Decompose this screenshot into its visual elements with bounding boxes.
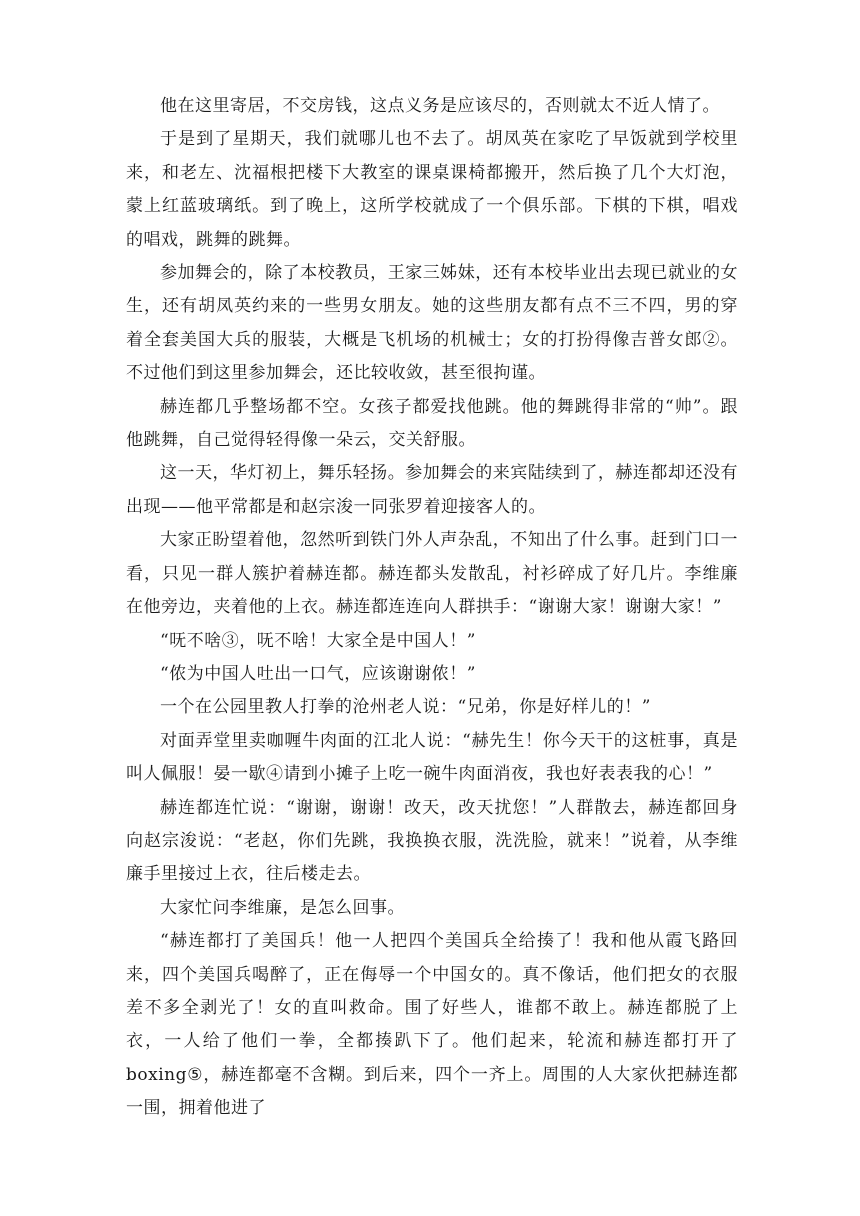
paragraph: 赫连都几乎整场都不空。女孩子都爱找他跳。他的舞跳得非常的“帅”。跟他跳舞，自己觉得轻得像一朵云，交关舒服。 [126, 396, 738, 451]
paragraph: “侬为中国人吐出一口气，应该谢谢侬！” [160, 663, 476, 684]
body-text [126, 90, 738, 1126]
paragraph: 大家正盼望着他，忽然听到铁门外人声杂乱，不知出了什么事。赶到门口一看，只见一群人簇护着赫连都。赫连都头发散乱，衬衫碎成了好几片。李维廉在他旁边，夹着他的上衣。赫连都连连向人群拱手：“谢谢大家！谢谢大家！” [126, 530, 738, 618]
paragraph: 对面弄堂里卖咖喱牛肉面的江北人说：“赫先生！你今天干的这桩事，真是叫人佩服！晏一歇④请到小摊子上吃一碗牛肉面消夜，我也好表表我的心！” [126, 730, 738, 785]
paragraph: 他在这里寄居，不交房钱，这点义务是应该尽的，否则就太不近人情了。 [160, 96, 720, 116]
paragraph: 参加舞会的，除了本校教员，王家三姊妹，还有本校毕业出去现已就业的女生，还有胡凤英约来的一些男女朋友。她的这些朋友都有点不三不四，男的穿着全套美国大兵的服装，大概是飞机场的机械士；女的打扮得像吉普女郎②。不过他们到这里参加舞会，还比较收敛，甚至很拘谨。 [126, 263, 738, 384]
paragraph: 这一天，华灯初上，舞乐轻扬。参加舞会的来宾陆续到了，赫连都却还没有出现——他平常都是和赵宗浚一同张罗着迎接客人的。 [126, 463, 738, 517]
paragraph: 赫连都连忙说：“谢谢，谢谢！改天，改天扰您！”人群散去，赫连都回身向赵宗浚说：“老赵，你们先跳，我换换衣服，洗洗脸，就来！”说着，从李维廉手里接过上衣，往后楼走去。 [126, 797, 738, 885]
paragraph: “呒不啥③，呒不啥！大家全是中国人！” [160, 630, 476, 651]
paragraph: “赫连都打了美国兵！他一人把四个美国兵全给揍了！我和他从霞飞路回来，四个美国兵喝醉了，正在侮辱一个中国女的。真不像话，他们把女的衣服差不多全剥光了！女的直叫救命。围了好些人，谁都不敢上。赫连都脱了上衣，一人给了他们一拳，全都揍趴下了。他们起来，轮流和赫连都打开了boxing⑤，赫连都毫不含糊。到后来，四个一齐上。周围的人大家伙把赫连都一围，拥着他进了 [126, 931, 738, 1119]
paragraph: 一个在公园里教人打拳的沧州老人说：“兄弟，你是好样儿的！” [160, 697, 651, 718]
paragraph: 于是到了星期天，我们就哪儿也不去了。胡凤英在家吃了早饭就到学校里来，和老左、沈福根把楼下大教室的课桌课椅都搬开，然后换了几个大灯泡，蒙上红蓝玻璃纸。到了晚上，这所学校就成了一个俱乐部。下棋的下棋，唱戏的唱戏，跳舞的跳舞。 [126, 129, 738, 250]
paragraph: 大家忙问李维廉，是怎么回事。 [160, 897, 405, 918]
